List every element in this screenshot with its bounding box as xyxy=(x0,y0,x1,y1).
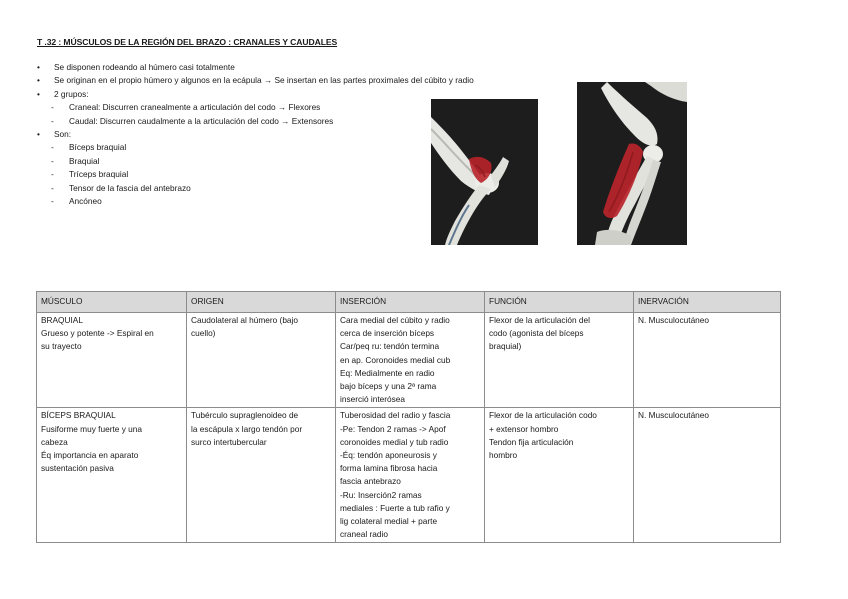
bullet-marker: • xyxy=(37,88,40,99)
cell-line: hombro xyxy=(489,450,518,461)
cell-line: BÍCEPS BRAQUIAL xyxy=(41,410,116,421)
cell-line: N. Musculocutáneo xyxy=(638,315,710,325)
cell-line: inserció interósea xyxy=(340,394,406,405)
cell-insercion xyxy=(336,313,485,408)
cell-line: Tubérculo supraglenoideo de xyxy=(191,410,299,421)
col-header-funcion: FUNCIÓN xyxy=(485,292,634,313)
cell-line: Grueso y potente -> Espiral en xyxy=(41,328,154,339)
cell-line: + extensor hombro xyxy=(489,423,559,434)
bullet-marker: - xyxy=(51,169,54,180)
cell-line: -Ru: Inserción2 ramas xyxy=(340,489,422,500)
bullet-text: Bíceps braquial xyxy=(69,142,127,153)
bullet-text: Craneal: Discurren cranealmente a articulación del codo → Flexores xyxy=(69,102,321,113)
bullet-text: Se originan en el propio húmero y algunos en la ecápula → Se insertan en las partes proximales del cúbito y radio xyxy=(54,75,474,86)
cell-line: Eq: Medialmente en radio xyxy=(340,367,435,378)
col-header-origen: ORIGEN xyxy=(187,292,336,313)
bullet-marker: • xyxy=(37,75,40,86)
cell-line: Flexor de la articulación codo xyxy=(489,410,597,421)
bullet-text: Son: xyxy=(54,128,72,139)
cell-line: -Éq: tendón aponeurosis y xyxy=(340,450,437,461)
cell-line: BRAQUIAL xyxy=(41,315,83,325)
cell-musculo xyxy=(37,313,187,408)
elbow-anatomy-image-caudal xyxy=(577,82,687,245)
cell-line: braquial) xyxy=(489,341,522,352)
list-item xyxy=(37,61,597,74)
cell-line: lig colateral medial + parte xyxy=(340,516,438,527)
bullet-text: Ancóneo xyxy=(69,195,102,206)
cell-origen xyxy=(187,313,336,408)
cell-line: -Pe: Tendon 2 ramas -> Apof xyxy=(340,423,446,434)
cell-line: Fusiforme muy fuerte y una xyxy=(41,423,142,434)
cell-line: cerca de inserción bíceps xyxy=(340,328,435,339)
cell-funcion xyxy=(485,313,634,408)
page-title: T .32 : MÚSCULOS DE LA REGIÓN DEL BRAZO : CRANALES Y CAUDALES xyxy=(37,37,338,47)
col-header-inervacion: INERVACIÓN xyxy=(634,292,781,313)
cell-line: la escápula x largo tendón por xyxy=(191,423,303,434)
col-header-musculo: MÚSCULO xyxy=(37,292,187,313)
bullet-marker: - xyxy=(51,155,54,166)
table-header-row xyxy=(37,292,781,313)
cell-line: Tendon fija articulación xyxy=(489,436,574,447)
muscles-table xyxy=(36,291,781,543)
cell-inervacion xyxy=(634,313,781,408)
cell-line: Tuberosidad del radio y fascia xyxy=(340,410,451,421)
cell-line: Cara medial del cúbito y radio xyxy=(340,315,450,325)
bullet-text: Caudal: Discurren caudalmente a la articulación del codo → Extensores xyxy=(69,115,334,126)
cell-line: bajo bíceps y una 2ª rama xyxy=(340,381,437,392)
cell-line: mediales : Fuerte a tub rafio y xyxy=(340,502,450,513)
cell-inervacion xyxy=(634,408,781,543)
cell-insercion xyxy=(336,408,485,543)
cell-line: su trayecto xyxy=(41,341,82,352)
table-row xyxy=(37,313,781,408)
cell-line: Flexor de la articulación del xyxy=(489,315,590,325)
cell-line: N. Musculocutáneo xyxy=(638,410,710,421)
bullet-marker: - xyxy=(51,195,54,206)
cell-line: fascia antebrazo xyxy=(340,476,401,487)
bullet-marker: - xyxy=(51,182,54,193)
cell-line: codo (agonista del bíceps xyxy=(489,328,584,339)
cell-line: forma lamina fibrosa hacia xyxy=(340,463,438,474)
cell-line: craneal radio xyxy=(340,529,388,540)
bullet-text: Tensor de la fascia del antebrazo xyxy=(69,182,191,193)
cell-line: en ap. Coronoides medial cub xyxy=(340,354,451,365)
bullet-marker: - xyxy=(51,142,54,153)
cell-musculo xyxy=(37,408,187,543)
cell-line: cabeza xyxy=(41,436,68,447)
table-row xyxy=(37,408,781,543)
bullet-text: Se disponen rodeando al húmero casi totalmente xyxy=(54,62,235,72)
bullet-marker: - xyxy=(51,115,54,126)
cell-funcion xyxy=(485,408,634,543)
cell-line: cuello) xyxy=(191,328,216,339)
bullet-marker: • xyxy=(37,128,40,139)
bullet-text: Tríceps braquial xyxy=(69,169,129,180)
bullet-marker: - xyxy=(51,102,54,113)
cell-origen xyxy=(187,408,336,543)
elbow-anatomy-image-craneal xyxy=(431,99,538,245)
cell-line: Caudolateral al húmero (bajo xyxy=(191,315,299,325)
bullet-text: 2 grupos: xyxy=(54,88,89,99)
cell-line: surco intertubercular xyxy=(191,436,267,447)
cell-line: sustentación pasiva xyxy=(41,463,114,474)
cell-line: Car/peq ru: tendón termina xyxy=(340,341,440,352)
col-header-insercion: INSERCIÓN xyxy=(336,292,485,313)
bullet-marker: • xyxy=(37,62,40,72)
list-item xyxy=(37,74,597,87)
bullet-text: Braquial xyxy=(69,155,100,166)
cell-line: Éq importancia en aparato xyxy=(41,450,139,461)
cell-line: coronoides medial y tub radio xyxy=(340,436,449,447)
